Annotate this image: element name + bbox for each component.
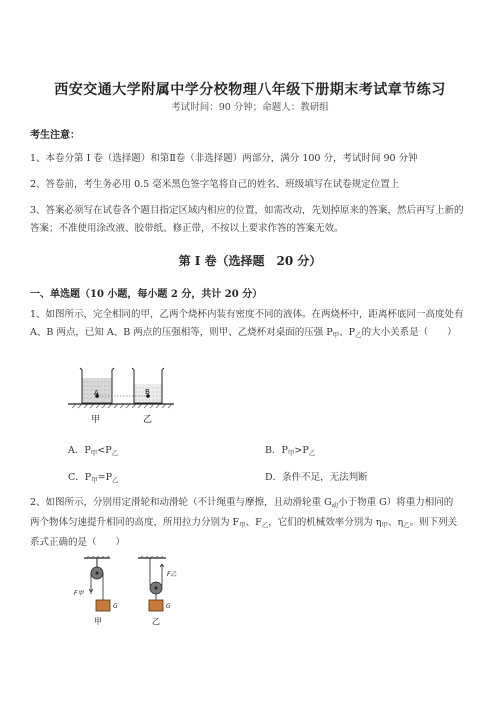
notice-item-3: 3、答案必须写在试卷各个题目指定区域内相应的位置，如需改动，先划掉原来的答案，然后再写上新的答案；不准使用涂改液、胶带纸、修正带，不按以上要求作答的答案无效。: [30, 205, 464, 234]
question-1-text: [30, 306, 472, 344]
notice-item-2: 2、答卷前，考生务必用 0.5 毫米黑色签字笔将自己的姓名、班级填写在试卷规定位置上: [30, 179, 400, 190]
question-2-text: [30, 494, 472, 552]
part-heading: 一、单选题（10 小题，每小题 2 分，共计 20 分）: [30, 289, 263, 300]
q1-beakers-figure: [66, 362, 176, 428]
point-a-label: A: [94, 389, 99, 397]
q1-sub-jia: 甲: [332, 331, 340, 339]
q2-line-2: 两个物体匀速提升相同的高度，所用拉力分别为 $F_甲$、$F_乙$，它们的机械效率分别为 $\eta_甲$、$\eta_乙$。则下列关: [30, 517, 458, 529]
option-d[interactable]: D．条件不足，无法判断: [265, 472, 368, 483]
q1-text-end: 的大小关系是（ ）: [361, 327, 457, 338]
force-jia-label: F甲: [74, 590, 84, 597]
weight-g-right: G: [166, 603, 171, 610]
option-c[interactable]: C．$P_甲=P_乙$: [68, 472, 119, 484]
q1-sub-yi: 乙: [355, 331, 362, 339]
fig-label-jia: 甲: [91, 415, 101, 425]
notice-item-1: 1、本卷分第 I 卷（选择题）和第Ⅱ卷（非选择题）两部分，满分 100 分，考试时间 90 分钟: [30, 153, 418, 164]
q2-line-1: 2、如图所示，分别用定滑轮和动滑轮（不计绳重与摩擦，且动滑轮重 $G_动$小于物重 G）将重力相同的: [30, 497, 454, 509]
weight-g-left: G: [113, 603, 118, 610]
q2-pulleys-figure: [70, 556, 190, 630]
q1-text-mid: 、P: [339, 327, 356, 338]
fig2-label-yi: 乙: [152, 617, 160, 626]
exam-title: 西安交通大学附属中学分校物理八年级下册期末考试章节练习: [54, 82, 446, 98]
beaker-jia: [80, 368, 114, 403]
fig2-label-jia: 甲: [94, 617, 102, 626]
option-b[interactable]: B．$P_甲>P_乙$: [265, 445, 316, 457]
point-b-label: B: [145, 388, 150, 396]
force-yi-label: F乙: [167, 571, 177, 578]
movable-pulley-yi: [138, 556, 166, 611]
option-a[interactable]: A．$P_甲<P_乙$: [68, 445, 119, 457]
beaker-yi: [132, 368, 164, 403]
q2-line-3: 系式正确的是（ ）: [30, 537, 126, 548]
q1-text: 1、如图所示，完全相同的甲，乙两个烧杯内装有密度不同的液体。在两烧杯中，距离杯底同一高度处有 A、B 两点，已知 A、B 两点的压强相等，则甲、乙烧杯对桌面的压强 P: [30, 309, 464, 338]
fixed-pulley-jia: [84, 556, 110, 611]
fig-label-yi: 乙: [143, 415, 153, 425]
exam-subtitle: 考试时间：90 分钟；命题人：教研组: [171, 102, 329, 113]
table-hatch: [72, 404, 172, 408]
notice-heading: 考生注意：: [30, 130, 80, 141]
section-title: 第 I 卷（选择题 20 分）: [178, 254, 322, 268]
